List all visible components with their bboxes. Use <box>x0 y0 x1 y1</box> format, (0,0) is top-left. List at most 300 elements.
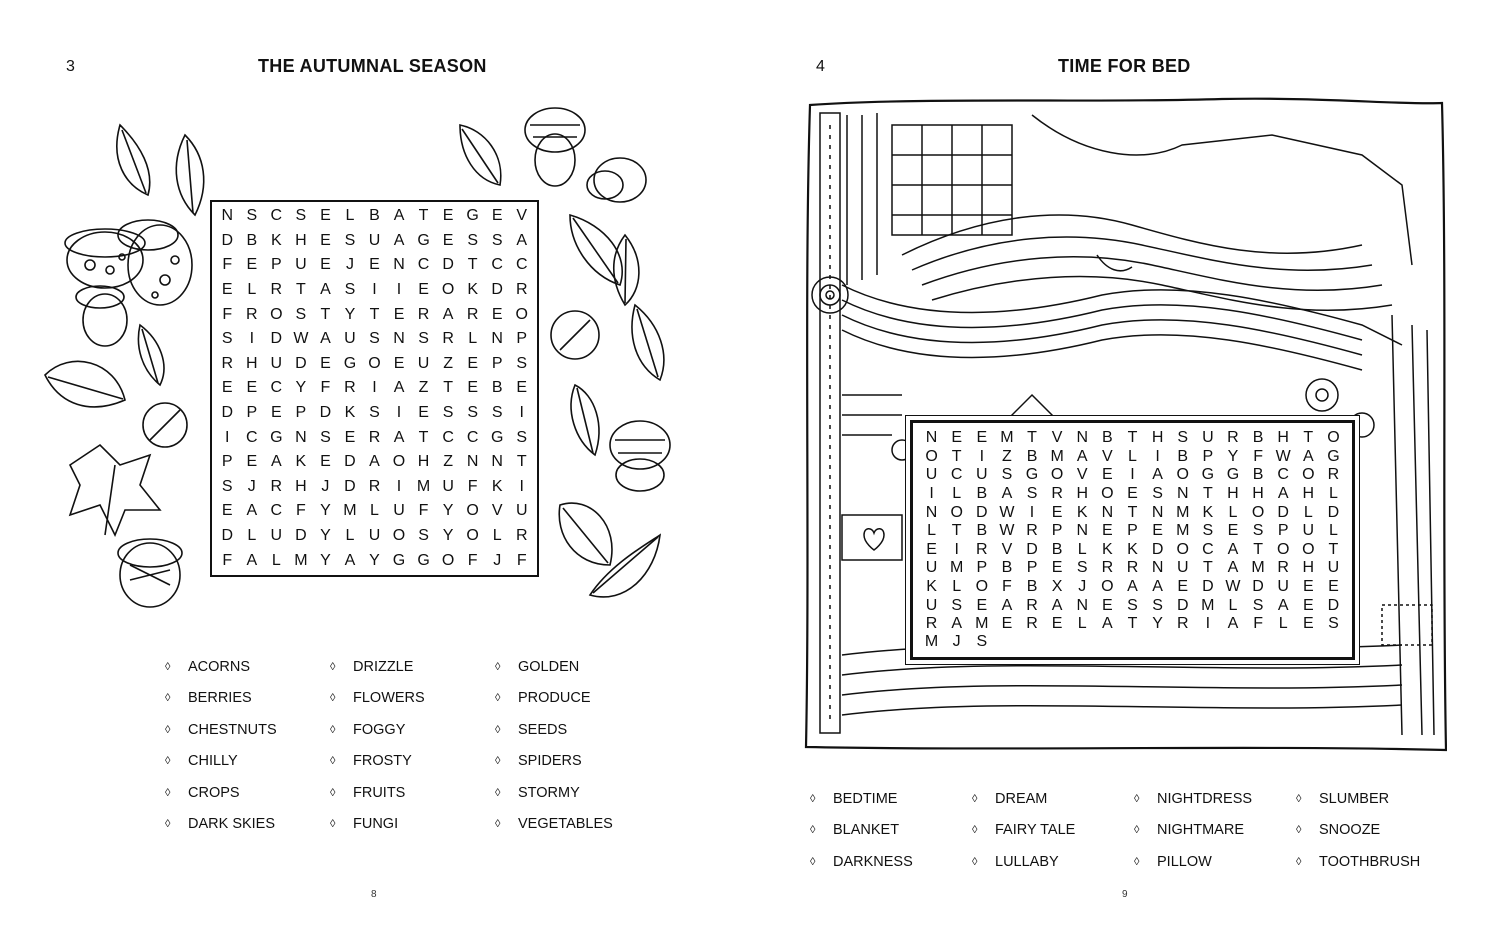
grid-letter[interactable]: G <box>417 231 430 249</box>
grid-letter[interactable]: E <box>1051 615 1063 632</box>
grid-letter[interactable]: S <box>442 404 454 422</box>
grid-letter[interactable]: F <box>516 551 527 569</box>
grid-letter[interactable]: D <box>221 404 234 422</box>
grid-letter[interactable]: D <box>344 453 356 471</box>
grid-letter[interactable]: Z <box>418 379 429 397</box>
grid-letter[interactable]: D <box>1252 578 1264 596</box>
grid-letter[interactable]: E <box>926 540 937 558</box>
grid-letter[interactable]: B <box>1001 559 1013 577</box>
grid-letter[interactable]: G <box>392 551 406 569</box>
grid-letter[interactable]: L <box>1128 447 1137 465</box>
grid-letter[interactable]: V <box>1001 540 1013 558</box>
grid-letter[interactable]: O <box>392 453 406 471</box>
grid-letter[interactable]: D <box>221 231 234 249</box>
grid-letter[interactable]: R <box>1026 522 1038 540</box>
grid-letter[interactable]: O <box>1327 429 1340 447</box>
grid-letter[interactable]: O <box>975 578 989 596</box>
grid-letter[interactable]: N <box>1076 596 1089 614</box>
grid-letter[interactable]: E <box>1152 522 1163 540</box>
grid-letter[interactable]: J <box>952 633 961 650</box>
grid-letter[interactable]: Y <box>320 527 331 545</box>
grid-letter[interactable]: D <box>1176 596 1189 614</box>
grid-letter[interactable]: N <box>1151 559 1164 577</box>
grid-letter[interactable]: E <box>491 207 503 225</box>
grid-letter[interactable]: H <box>1302 559 1315 577</box>
grid-letter[interactable]: B <box>1177 447 1189 465</box>
grid-letter[interactable]: I <box>1130 466 1135 484</box>
grid-letter[interactable]: U <box>295 256 307 274</box>
grid-letter[interactable]: P <box>516 330 528 348</box>
grid-letter[interactable]: H <box>1227 485 1239 503</box>
grid-letter[interactable]: P <box>246 404 258 422</box>
grid-letter[interactable]: F <box>1253 447 1263 465</box>
grid-letter[interactable]: E <box>320 207 331 225</box>
grid-letter[interactable]: A <box>516 231 528 249</box>
grid-letter[interactable]: A <box>951 615 962 632</box>
grid-letter[interactable]: A <box>1277 596 1289 614</box>
grid-letter[interactable]: T <box>1027 429 1037 447</box>
grid-letter[interactable]: S <box>418 330 429 348</box>
grid-letter[interactable]: E <box>1127 485 1138 503</box>
grid-letter[interactable]: A <box>393 231 405 249</box>
grid-letter[interactable]: D <box>221 527 234 545</box>
grid-letter[interactable]: I <box>372 281 377 299</box>
grid-letter[interactable]: V <box>1051 429 1063 447</box>
grid-letter[interactable]: E <box>418 404 429 422</box>
grid-letter[interactable]: P <box>491 354 503 372</box>
grid-letter[interactable]: L <box>370 502 379 520</box>
grid-letter[interactable]: M <box>1201 596 1215 614</box>
grid-letter[interactable]: R <box>1227 429 1239 447</box>
grid-letter[interactable]: A <box>1127 578 1138 596</box>
grid-letter[interactable]: W <box>293 330 309 348</box>
grid-letter[interactable]: S <box>221 477 233 495</box>
grid-letter[interactable]: U <box>417 354 430 372</box>
grid-letter[interactable]: S <box>369 404 380 422</box>
grid-letter[interactable]: R <box>1101 559 1114 577</box>
grid-letter[interactable]: R <box>515 527 528 545</box>
grid-letter[interactable]: S <box>491 231 503 249</box>
grid-letter[interactable]: E <box>1051 559 1063 577</box>
grid-letter[interactable]: E <box>442 231 454 249</box>
grid-letter[interactable]: S <box>1177 429 1189 447</box>
grid-letter[interactable]: C <box>1202 540 1214 558</box>
grid-letter[interactable]: E <box>1051 503 1063 521</box>
grid-letter[interactable]: S <box>1127 596 1138 614</box>
grid-letter[interactable]: P <box>271 256 282 274</box>
grid-letter[interactable]: K <box>491 477 503 495</box>
grid-letter[interactable]: T <box>516 453 527 471</box>
grid-letter[interactable]: I <box>979 447 985 465</box>
grid-letter[interactable]: O <box>1101 578 1114 596</box>
grid-letter[interactable]: B <box>976 485 988 503</box>
grid-letter[interactable]: E <box>976 429 988 447</box>
grid-letter[interactable]: I <box>1205 615 1211 632</box>
grid-letter[interactable]: Y <box>320 551 331 569</box>
grid-letter[interactable]: B <box>1026 578 1038 596</box>
grid-letter[interactable]: J <box>321 477 330 495</box>
grid-letter[interactable]: D <box>1151 540 1164 558</box>
grid-letter[interactable]: I <box>954 540 959 558</box>
grid-letter[interactable]: Z <box>443 453 453 471</box>
grid-letter[interactable]: F <box>1253 615 1263 632</box>
grid-letter[interactable]: H <box>1277 429 1289 447</box>
grid-letter[interactable]: A <box>1001 485 1013 503</box>
grid-letter[interactable]: S <box>1252 596 1264 614</box>
grid-letter[interactable]: Y <box>369 551 380 569</box>
grid-letter[interactable]: D <box>344 477 356 495</box>
grid-letter[interactable]: K <box>344 404 356 422</box>
grid-letter[interactable]: U <box>925 596 938 614</box>
grid-letter[interactable]: U <box>515 502 528 520</box>
grid-letter[interactable]: B <box>1026 447 1038 465</box>
grid-letter[interactable]: R <box>270 477 283 495</box>
grid-letter[interactable]: W <box>999 503 1015 521</box>
grid-letter[interactable]: D <box>442 256 454 274</box>
grid-letter[interactable]: F <box>418 502 429 520</box>
grid-letter[interactable]: T <box>1202 559 1213 577</box>
grid-letter[interactable]: A <box>393 379 405 397</box>
grid-letter[interactable]: G <box>490 428 504 446</box>
grid-letter[interactable]: O <box>1276 540 1290 558</box>
grid-letter[interactable]: U <box>1202 429 1214 447</box>
grid-letter[interactable]: R <box>270 281 283 299</box>
grid-letter[interactable]: W <box>1225 578 1241 596</box>
grid-letter[interactable]: L <box>927 522 936 540</box>
grid-letter[interactable]: T <box>1127 503 1138 521</box>
grid-letter[interactable]: S <box>369 330 380 348</box>
grid-letter[interactable]: R <box>1126 559 1139 577</box>
grid-letter[interactable]: D <box>1202 578 1214 596</box>
grid-letter[interactable]: A <box>1302 447 1314 465</box>
grid-letter[interactable]: M <box>924 633 939 650</box>
grid-letter[interactable]: R <box>1327 466 1340 484</box>
grid-letter[interactable]: A <box>1102 615 1113 632</box>
grid-letter[interactable]: E <box>1227 522 1239 540</box>
grid-letter[interactable]: R <box>925 615 938 632</box>
grid-letter[interactable]: H <box>1302 485 1315 503</box>
grid-letter[interactable]: F <box>222 305 233 323</box>
grid-letter[interactable]: S <box>295 305 307 323</box>
grid-letter[interactable]: K <box>271 231 282 249</box>
grid-letter[interactable]: R <box>417 305 430 323</box>
grid-letter[interactable]: E <box>320 256 331 274</box>
grid-letter[interactable]: M <box>1050 447 1064 465</box>
grid-letter[interactable]: Y <box>1152 615 1163 632</box>
grid-letter[interactable]: D <box>319 404 332 422</box>
grid-letter[interactable]: D <box>1026 540 1038 558</box>
grid-letter[interactable]: R <box>1026 596 1038 614</box>
grid-letter[interactable]: U <box>925 559 938 577</box>
grid-letter[interactable]: E <box>320 231 331 249</box>
grid-letter[interactable]: E <box>467 379 478 397</box>
grid-letter[interactable]: S <box>951 596 962 614</box>
grid-letter[interactable]: T <box>369 305 380 323</box>
grid-letter[interactable]: B <box>1102 429 1113 447</box>
grid-letter[interactable]: A <box>369 453 380 471</box>
grid-letter[interactable]: C <box>270 379 283 397</box>
grid-letter[interactable]: U <box>976 466 988 484</box>
grid-letter[interactable]: O <box>1302 540 1315 558</box>
grid-letter[interactable]: S <box>344 281 356 299</box>
grid-letter[interactable]: G <box>466 207 479 225</box>
grid-letter[interactable]: L <box>952 485 962 503</box>
grid-letter[interactable]: K <box>467 281 478 299</box>
grid-letter[interactable]: S <box>1076 559 1088 577</box>
grid-letter[interactable]: E <box>344 428 356 446</box>
grid-letter[interactable]: U <box>1277 578 1289 596</box>
grid-letter[interactable]: S <box>516 354 528 372</box>
grid-letter[interactable]: O <box>466 502 479 520</box>
grid-letter[interactable]: G <box>1201 466 1215 484</box>
grid-letter[interactable]: S <box>467 231 478 249</box>
grid-letter[interactable]: N <box>221 207 234 225</box>
grid-letter[interactable]: R <box>344 379 356 397</box>
grid-letter[interactable]: E <box>418 281 429 299</box>
grid-letter[interactable]: I <box>929 485 934 503</box>
grid-letter[interactable]: S <box>516 428 528 446</box>
grid-letter[interactable]: A <box>1227 540 1239 558</box>
grid-letter[interactable]: E <box>1102 596 1113 614</box>
grid-letter[interactable]: O <box>270 305 283 323</box>
grid-letter[interactable]: D <box>1277 503 1289 521</box>
grid-letter[interactable]: T <box>1303 429 1314 447</box>
grid-letter[interactable]: E <box>369 256 380 274</box>
grid-letter[interactable]: K <box>1202 503 1214 521</box>
grid-letter[interactable]: N <box>393 256 405 274</box>
grid-letter[interactable]: E <box>221 379 233 397</box>
grid-letter[interactable]: B <box>1252 429 1264 447</box>
grid-letter[interactable]: T <box>951 447 962 465</box>
grid-letter[interactable]: E <box>951 429 962 447</box>
grid-letter[interactable]: W <box>999 522 1015 540</box>
grid-letter[interactable]: E <box>221 502 233 520</box>
grid-letter[interactable]: J <box>247 477 256 495</box>
grid-letter[interactable]: L <box>1328 522 1338 540</box>
grid-letter[interactable]: E <box>516 379 528 397</box>
grid-letter[interactable]: P <box>221 453 233 471</box>
grid-letter[interactable]: S <box>1252 522 1264 540</box>
grid-letter[interactable]: A <box>393 207 405 225</box>
grid-letter[interactable]: O <box>515 305 528 323</box>
word-search-grid[interactable] <box>910 420 1355 660</box>
grid-letter[interactable]: B <box>1252 466 1264 484</box>
grid-letter[interactable]: V <box>491 502 503 520</box>
grid-letter[interactable]: M <box>1000 429 1014 447</box>
grid-letter[interactable]: E <box>442 207 454 225</box>
grid-letter[interactable]: U <box>925 466 938 484</box>
grid-letter[interactable]: A <box>271 453 282 471</box>
grid-letter[interactable]: O <box>1176 466 1189 484</box>
grid-letter[interactable]: T <box>1127 615 1138 632</box>
grid-letter[interactable]: R <box>1026 615 1038 632</box>
grid-letter[interactable]: Z <box>443 354 453 372</box>
grid-letter[interactable]: C <box>442 428 454 446</box>
grid-letter[interactable]: S <box>1152 485 1163 503</box>
grid-letter[interactable]: R <box>515 281 528 299</box>
grid-letter[interactable]: U <box>270 354 283 372</box>
grid-letter[interactable]: K <box>926 578 937 596</box>
grid-letter[interactable]: F <box>467 551 478 569</box>
grid-letter[interactable]: U <box>270 527 283 545</box>
grid-letter[interactable]: H <box>417 453 430 471</box>
grid-letter[interactable]: D <box>1327 503 1340 521</box>
grid-letter[interactable]: E <box>320 453 331 471</box>
grid-letter[interactable]: L <box>1077 615 1087 632</box>
grid-letter[interactable]: S <box>246 207 258 225</box>
grid-letter[interactable]: O <box>441 551 455 569</box>
grid-letter[interactable]: U <box>368 527 381 545</box>
grid-letter[interactable]: L <box>271 551 281 569</box>
grid-letter[interactable]: P <box>1202 447 1214 465</box>
grid-letter[interactable]: H <box>1076 485 1089 503</box>
grid-letter[interactable]: M <box>294 551 308 569</box>
grid-letter[interactable]: M <box>975 615 989 632</box>
grid-letter[interactable]: S <box>1026 485 1038 503</box>
grid-letter[interactable]: N <box>1076 522 1089 540</box>
grid-letter[interactable]: R <box>221 354 234 372</box>
grid-letter[interactable]: J <box>345 256 354 274</box>
grid-letter[interactable]: N <box>1176 485 1189 503</box>
grid-letter[interactable]: A <box>393 428 405 446</box>
grid-letter[interactable]: H <box>1151 429 1164 447</box>
grid-letter[interactable]: A <box>1076 447 1088 465</box>
grid-letter[interactable]: L <box>345 207 355 225</box>
grid-letter[interactable]: E <box>1102 522 1113 540</box>
grid-letter[interactable]: J <box>1078 578 1087 596</box>
grid-letter[interactable]: L <box>345 527 355 545</box>
grid-letter[interactable]: N <box>466 453 479 471</box>
grid-letter[interactable]: A <box>1051 596 1063 614</box>
grid-letter[interactable]: E <box>246 256 258 274</box>
grid-letter[interactable]: L <box>1228 503 1238 521</box>
grid-letter[interactable]: T <box>418 428 429 446</box>
grid-letter[interactable]: S <box>344 231 356 249</box>
grid-letter[interactable]: A <box>320 281 331 299</box>
grid-letter[interactable]: S <box>1152 596 1163 614</box>
grid-letter[interactable]: G <box>1025 466 1039 484</box>
grid-letter[interactable]: P <box>295 404 307 422</box>
grid-letter[interactable]: O <box>441 281 455 299</box>
grid-letter[interactable]: I <box>372 379 377 397</box>
grid-letter[interactable]: H <box>295 477 307 495</box>
grid-letter[interactable]: E <box>1102 466 1113 484</box>
grid-letter[interactable]: Y <box>442 527 454 545</box>
grid-letter[interactable]: E <box>1302 615 1314 632</box>
grid-letter[interactable]: O <box>925 447 938 465</box>
grid-letter[interactable]: I <box>396 404 402 422</box>
grid-letter[interactable]: P <box>1277 522 1289 540</box>
grid-letter[interactable]: S <box>976 633 988 650</box>
grid-letter[interactable]: O <box>1176 540 1189 558</box>
grid-letter[interactable]: V <box>516 207 528 225</box>
grid-letter[interactable]: T <box>418 207 429 225</box>
grid-letter[interactable]: D <box>295 527 307 545</box>
grid-letter[interactable]: E <box>1001 615 1013 632</box>
grid-letter[interactable]: H <box>1252 485 1264 503</box>
grid-letter[interactable]: E <box>467 354 478 372</box>
grid-letter[interactable]: K <box>295 453 307 471</box>
grid-letter[interactable]: S <box>320 428 331 446</box>
grid-letter[interactable]: R <box>246 305 258 323</box>
grid-letter[interactable]: F <box>295 502 306 520</box>
grid-letter[interactable]: O <box>466 527 479 545</box>
grid-letter[interactable]: M <box>1251 559 1265 577</box>
grid-letter[interactable]: E <box>1177 578 1189 596</box>
grid-letter[interactable]: W <box>1275 447 1291 465</box>
grid-letter[interactable]: E <box>976 596 988 614</box>
grid-letter[interactable]: A <box>1001 596 1013 614</box>
grid-letter[interactable]: S <box>295 207 307 225</box>
grid-letter[interactable]: A <box>320 330 331 348</box>
grid-letter[interactable]: N <box>393 330 405 348</box>
grid-letter[interactable]: G <box>270 428 283 446</box>
grid-letter[interactable]: A <box>1152 578 1163 596</box>
grid-letter[interactable]: E <box>393 354 405 372</box>
grid-letter[interactable]: R <box>368 428 381 446</box>
grid-letter[interactable]: J <box>493 551 502 569</box>
grid-letter[interactable]: E <box>320 354 331 372</box>
grid-letter[interactable]: B <box>976 522 988 540</box>
grid-letter[interactable]: D <box>270 330 283 348</box>
grid-letter[interactable]: R <box>466 305 479 323</box>
grid-letter[interactable]: K <box>1127 540 1138 558</box>
grid-letter[interactable]: A <box>246 551 258 569</box>
grid-letter[interactable]: R <box>1176 615 1189 632</box>
grid-letter[interactable]: M <box>1176 522 1190 540</box>
grid-letter[interactable]: C <box>1277 466 1289 484</box>
grid-letter[interactable]: C <box>491 256 503 274</box>
grid-letter[interactable]: I <box>249 330 255 348</box>
grid-letter[interactable]: F <box>467 477 478 495</box>
grid-letter[interactable]: O <box>1251 503 1265 521</box>
grid-letter[interactable]: C <box>246 428 258 446</box>
grid-letter[interactable]: P <box>976 559 988 577</box>
grid-letter[interactable]: E <box>246 379 258 397</box>
grid-letter[interactable]: C <box>270 502 283 520</box>
grid-letter[interactable]: K <box>1102 540 1113 558</box>
grid-letter[interactable]: I <box>396 477 402 495</box>
grid-letter[interactable]: I <box>225 428 230 446</box>
grid-letter[interactable]: Z <box>1002 447 1012 465</box>
grid-letter[interactable]: E <box>393 305 405 323</box>
grid-letter[interactable]: N <box>925 503 938 521</box>
grid-letter[interactable]: E <box>1302 596 1314 614</box>
grid-letter[interactable]: C <box>417 256 430 274</box>
grid-letter[interactable]: F <box>222 256 233 274</box>
grid-letter[interactable]: L <box>1303 503 1313 521</box>
grid-letter[interactable]: F <box>222 551 233 569</box>
grid-letter[interactable]: L <box>1328 485 1338 503</box>
grid-letter[interactable]: I <box>396 281 402 299</box>
grid-letter[interactable]: T <box>1127 429 1138 447</box>
grid-letter[interactable]: N <box>491 330 503 348</box>
grid-letter[interactable]: V <box>1102 447 1113 465</box>
grid-letter[interactable]: T <box>1253 540 1263 558</box>
grid-letter[interactable]: B <box>369 207 380 225</box>
grid-letter[interactable]: E <box>271 404 282 422</box>
grid-letter[interactable]: A <box>1152 466 1163 484</box>
grid-letter[interactable]: S <box>1202 522 1214 540</box>
grid-letter[interactable]: S <box>1001 466 1013 484</box>
grid-letter[interactable]: N <box>491 453 503 471</box>
grid-letter[interactable]: R <box>1277 559 1289 577</box>
grid-letter[interactable]: T <box>1202 485 1213 503</box>
grid-letter[interactable]: L <box>247 527 257 545</box>
grid-letter[interactable]: S <box>491 404 503 422</box>
grid-letter[interactable]: C <box>515 256 528 274</box>
grid-letter[interactable]: R <box>976 540 988 558</box>
